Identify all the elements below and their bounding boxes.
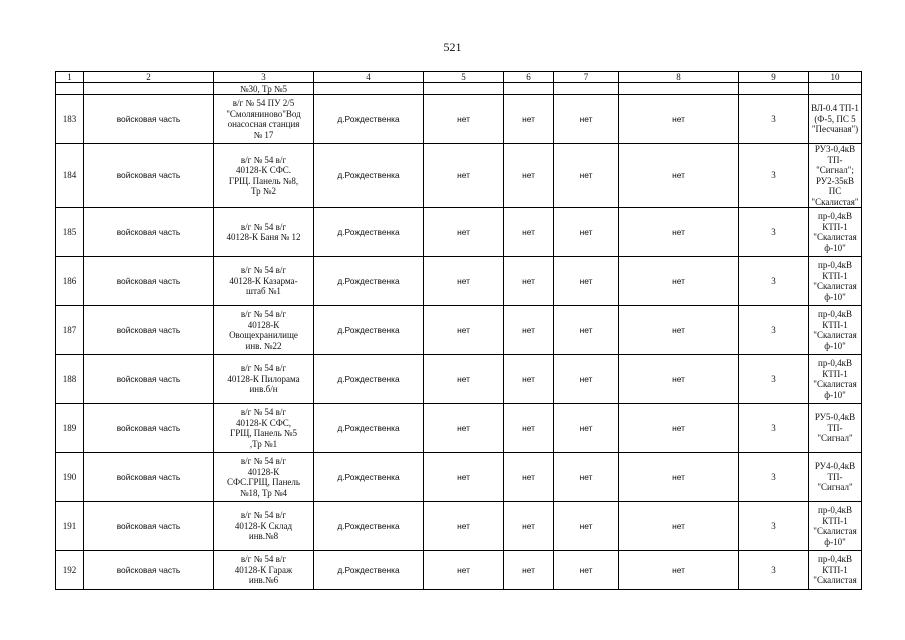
column-7-cell: нет xyxy=(554,95,619,144)
column-header: 9 xyxy=(739,72,809,83)
column-7-cell: нет xyxy=(554,453,619,502)
header-row xyxy=(56,72,862,83)
location-cell: д.Рождественка xyxy=(314,502,424,551)
column-5-cell: нет xyxy=(424,144,504,208)
row-number-cell: 188 xyxy=(56,355,84,404)
location-cell: д.Рождественка xyxy=(314,95,424,144)
column-7-cell: нет xyxy=(554,404,619,453)
column-6-cell: нет xyxy=(504,208,554,257)
column-6-cell: нет xyxy=(504,551,554,590)
table-body xyxy=(56,72,862,590)
column-7-cell: нет xyxy=(554,355,619,404)
column-9-cell: 3 xyxy=(739,355,809,404)
object-name-cell: в/г № 54 в/г 40128-К Склад инв.№8 xyxy=(214,502,314,551)
column-6-cell: нет xyxy=(504,95,554,144)
column-8-cell: нет xyxy=(619,404,739,453)
column-7-cell: нет xyxy=(554,502,619,551)
column-header: 10 xyxy=(809,72,862,83)
column-8-cell: нет xyxy=(619,95,739,144)
object-name-cell: в/г № 54 в/г 40128-К СФС, ГРЩ, Панель №5 ,Тр №1 xyxy=(214,404,314,453)
column-7-cell: нет xyxy=(554,306,619,355)
location-cell: д.Рождественка xyxy=(314,404,424,453)
continuation-cell xyxy=(56,83,84,95)
column-5-cell: нет xyxy=(424,404,504,453)
object-type-cell: войсковая часть xyxy=(84,453,214,502)
object-type-cell: войсковая часть xyxy=(84,551,214,590)
column-7-cell: нет xyxy=(554,144,619,208)
column-header: 8 xyxy=(619,72,739,83)
column-6-cell: нет xyxy=(504,257,554,306)
column-8-cell: нет xyxy=(619,144,739,208)
row-number-cell: 191 xyxy=(56,502,84,551)
power-source-cell: пр-0,4кВ КТП-1 "Скалистая ф-10" xyxy=(809,257,862,306)
object-name-cell: в/г № 54 в/г 40128-К СФС.ГРЩ, Панель №18, Тр №4 xyxy=(214,453,314,502)
column-6-cell: нет xyxy=(504,144,554,208)
continuation-cell xyxy=(84,83,214,95)
object-name-cell: в/г № 54 в/г 40128-К Гараж инв.№6 xyxy=(214,551,314,590)
power-source-cell: пр-0,4кВ КТП-1 "Скалистая ф-10" xyxy=(809,502,862,551)
column-5-cell: нет xyxy=(424,551,504,590)
column-9-cell: 3 xyxy=(739,208,809,257)
column-5-cell: нет xyxy=(424,355,504,404)
power-source-cell: РУ4-0,4кВ ТП-"Сигнал" xyxy=(809,453,862,502)
column-9-cell: 3 xyxy=(739,551,809,590)
object-name-cell: в/г № 54 ПУ 2/5 "Смоляниново"Вод онасосная станция № 17 xyxy=(214,95,314,144)
column-header: 2 xyxy=(84,72,214,83)
row-number-cell: 192 xyxy=(56,551,84,590)
column-9-cell: 3 xyxy=(739,502,809,551)
column-8-cell: нет xyxy=(619,208,739,257)
object-type-cell: войсковая часть xyxy=(84,306,214,355)
column-9-cell: 3 xyxy=(739,404,809,453)
power-source-cell: пр-0,4кВ КТП-1 "Скалистая xyxy=(809,551,862,590)
column-7-cell: нет xyxy=(554,208,619,257)
location-cell: д.Рождественка xyxy=(314,306,424,355)
table-row xyxy=(56,208,862,257)
table-row xyxy=(56,502,862,551)
object-type-cell: войсковая часть xyxy=(84,404,214,453)
continuation-cell xyxy=(739,83,809,95)
column-header: 5 xyxy=(424,72,504,83)
column-5-cell: нет xyxy=(424,453,504,502)
object-name-cell: в/г № 54 в/г 40128-К Казарма- штаб №1 xyxy=(214,257,314,306)
column-8-cell: нет xyxy=(619,502,739,551)
continuation-cell xyxy=(504,83,554,95)
column-6-cell: нет xyxy=(504,404,554,453)
column-9-cell: 3 xyxy=(739,95,809,144)
row-number-cell: 186 xyxy=(56,257,84,306)
power-source-cell: пр-0,4кВ КТП-1 "Скалистая ф-10" xyxy=(809,306,862,355)
power-source-cell: РУ3-0,4кВ ТП-"Сигнал"; РУ2-35кВ ПС "Скалистая" xyxy=(809,144,862,208)
column-5-cell: нет xyxy=(424,257,504,306)
registry-table xyxy=(55,71,862,590)
power-source-cell: ВЛ-0.4 ТП-1 (Ф-5, ПС 5 "Песчаная") xyxy=(809,95,862,144)
object-type-cell: войсковая часть xyxy=(84,95,214,144)
table-row xyxy=(56,355,862,404)
object-type-cell: войсковая часть xyxy=(84,355,214,404)
page-number: 521 xyxy=(443,40,462,54)
power-source-cell: РУ5-0,4кВ ТП-"Сигнал" xyxy=(809,404,862,453)
row-number-cell: 184 xyxy=(56,144,84,208)
location-cell: д.Рождественка xyxy=(314,144,424,208)
object-name-cell: в/г № 54 в/г 40128-К Баня № 12 xyxy=(214,208,314,257)
object-type-cell: войсковая часть xyxy=(84,144,214,208)
column-8-cell: нет xyxy=(619,257,739,306)
column-6-cell: нет xyxy=(504,502,554,551)
power-source-cell: пр-0,4кВ КТП-1 "Скалистая ф-10" xyxy=(809,355,862,404)
column-header: 7 xyxy=(554,72,619,83)
row-number-cell: 187 xyxy=(56,306,84,355)
column-header: 1 xyxy=(56,72,84,83)
continuation-cell xyxy=(554,83,619,95)
column-5-cell: нет xyxy=(424,502,504,551)
object-name-cell: в/г № 54 в/г 40128-К Пилорама инв.б/н xyxy=(214,355,314,404)
continuation-cell xyxy=(619,83,739,95)
location-cell: д.Рождественка xyxy=(314,257,424,306)
column-7-cell: нет xyxy=(554,551,619,590)
column-8-cell: нет xyxy=(619,551,739,590)
column-8-cell: нет xyxy=(619,355,739,404)
table-row xyxy=(56,257,862,306)
column-9-cell: 3 xyxy=(739,306,809,355)
table-row xyxy=(56,453,862,502)
row-number-cell: 185 xyxy=(56,208,84,257)
object-type-cell: войсковая часть xyxy=(84,502,214,551)
column-header: 4 xyxy=(314,72,424,83)
column-8-cell: нет xyxy=(619,453,739,502)
location-cell: д.Рождественка xyxy=(314,453,424,502)
object-type-cell: войсковая часть xyxy=(84,208,214,257)
table-row xyxy=(56,306,862,355)
column-9-cell: 3 xyxy=(739,453,809,502)
column-9-cell: 3 xyxy=(739,257,809,306)
row-number-cell: 183 xyxy=(56,95,84,144)
table-row xyxy=(56,95,862,144)
table-row xyxy=(56,144,862,208)
column-6-cell: нет xyxy=(504,306,554,355)
column-header: 3 xyxy=(214,72,314,83)
continuation-row xyxy=(56,83,862,95)
column-5-cell: нет xyxy=(424,306,504,355)
table-row xyxy=(56,404,862,453)
column-header: 6 xyxy=(504,72,554,83)
object-name-cell: в/г № 54 в/г 40128-К СФС. ГРЩ. Панель №8, Тр №2 xyxy=(214,144,314,208)
row-number-cell: 189 xyxy=(56,404,84,453)
object-type-cell: войсковая часть xyxy=(84,257,214,306)
continuation-cell xyxy=(314,83,424,95)
column-6-cell: нет xyxy=(504,453,554,502)
location-cell: д.Рождественка xyxy=(314,551,424,590)
location-cell: д.Рождественка xyxy=(314,355,424,404)
column-7-cell: нет xyxy=(554,257,619,306)
column-8-cell: нет xyxy=(619,306,739,355)
continuation-cell xyxy=(424,83,504,95)
column-9-cell: 3 xyxy=(739,144,809,208)
table-row xyxy=(56,551,862,590)
row-number-cell: 190 xyxy=(56,453,84,502)
continuation-cell: №30, Тр №5 xyxy=(214,83,314,95)
column-5-cell: нет xyxy=(424,208,504,257)
power-source-cell: пр-0,4кВ КТП-1 "Скалистая ф-10" xyxy=(809,208,862,257)
column-5-cell: нет xyxy=(424,95,504,144)
column-6-cell: нет xyxy=(504,355,554,404)
object-name-cell: в/г № 54 в/г 40128-К Овощехранилище инв. №22 xyxy=(214,306,314,355)
location-cell: д.Рождественка xyxy=(314,208,424,257)
continuation-cell xyxy=(809,83,862,95)
